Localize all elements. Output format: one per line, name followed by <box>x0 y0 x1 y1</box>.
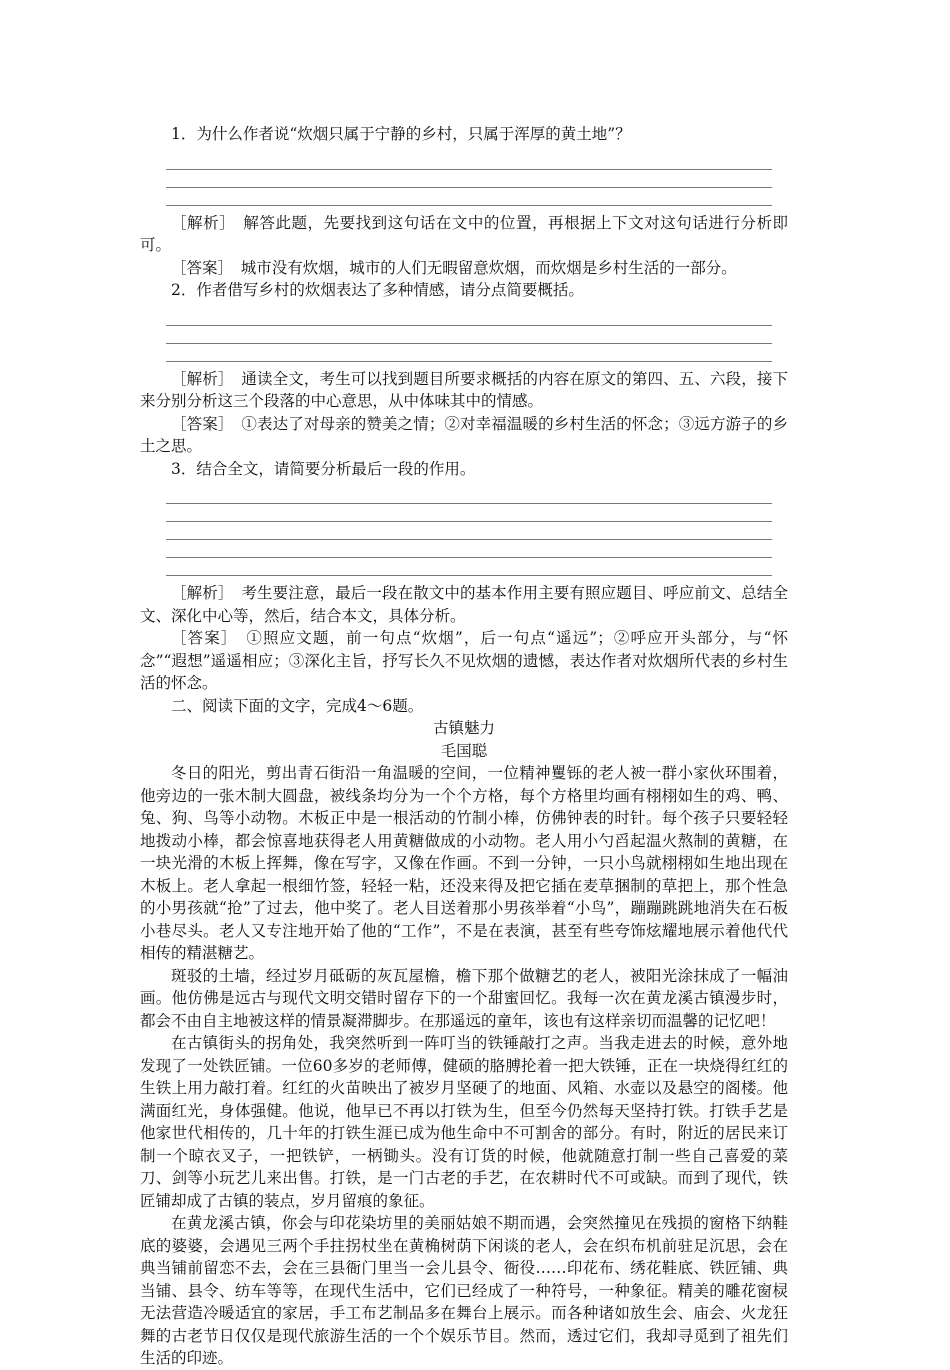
document-page <box>140 120 788 1370</box>
answer-lines-2 <box>166 308 772 362</box>
answer-line <box>166 170 772 188</box>
analysis-2: ［解析］ 通读全文，考生可以找到题目所要求概括的内容在原文的第四、五、六段，接下来分别分析这三个段落的中心意思，从中体味其中的情感。 <box>140 369 788 410</box>
article-paragraph: 在古镇街头的拐角处，我突然听到一阵叮当的铁锤敲打之声。当我走进去的时候，意外地发现了一处铁匠铺。一位60多岁的老师傅，健硕的胳膊抡着一把大铁锤，正在一块烧得红红的生铁上用力敲打着。红红的火苗映出了被岁月坚硬了的地面、风箱、水壶以及悬空的阁楼。他满面红光，身体强健。他说，他早已不再以打铁为生，但至今仍然每天坚持打铁。打铁手艺是他家世代相传的，几十年的打铁生涯已成为他生命中不可割舍的部分。有时，附近的居民来订制一个晾衣叉子，一把铁铲，一柄锄头。没有订货的时候，他就随意打制一些自己喜爱的菜刀、剑等小玩艺儿来出售。打铁，是一门古老的手艺，在农耕时代不可或缺。而到了现代，铁匠铺却成了古镇的装点，岁月留痕的象征。 <box>140 1034 788 1210</box>
answer-line <box>166 504 772 522</box>
article-author: 毛国聪 <box>440 741 488 760</box>
analysis-3: ［解析］ 考生要注意，最后一段在散文中的基本作用主要有照应题目、呼应前文、总结全文、深化中心等，然后，结合本文，具体分析。 <box>140 584 788 625</box>
answer-2: ［答案］ ①表达了对母亲的赞美之情；②对幸福温暖的乡村生活的怀念；③远方游子的乡土之思。 <box>140 414 788 455</box>
answer-line <box>166 308 772 326</box>
question-2: 2．作者借写乡村的炊烟表达了多种情感，请分点简要概括。 <box>171 281 584 299</box>
answer-lines-1 <box>166 152 772 206</box>
answer-lines-3 <box>166 486 772 576</box>
answer-line <box>166 558 772 576</box>
answer-line <box>166 540 772 558</box>
answer-line <box>166 344 772 362</box>
analysis-1: ［解析］ 解答此题，先要找到这句话在文中的位置，再根据上下文对这句话进行分析即可。 <box>140 213 788 254</box>
answer-line <box>166 188 772 206</box>
article-paragraph: 在黄龙溪古镇，你会与印花染坊里的美丽姑娘不期而遇，会突然撞见在残损的窗格下纳鞋底的婆婆，会遇见三两个手拄拐杖坐在黄桷树荫下闲谈的老人，会在织布机前驻足沉思，会在典当铺前留恋不去，会在三县衙门里当一会儿县令、衙役……印花布、绣花鞋底、铁匠铺、典当铺、县令、纺车等等，在现代生活中，它们已经成了一种符号，一种象征。精美的雕花窗棂无法营造冷暖适宜的家居，手工布艺制品多在舞台上展示。而各种诸如放生会、庙会、火龙狂舞的古老节日仅仅是现代旅游生活的一个个娱乐节目。然而，透过它们，我却寻觅到了祖先们生活的印迹。 <box>140 1214 788 1367</box>
answer-line <box>166 486 772 504</box>
answer-1: ［答案］ 城市没有炊烟，城市的人们无暇留意炊烟，而炊烟是乡村生活的一部分。 <box>171 258 737 277</box>
article-title: 古镇魅力 <box>432 719 495 737</box>
question-3: 3．结合全文，请简要分析最后一段的作用。 <box>171 459 476 478</box>
answer-line <box>166 326 772 344</box>
answer-3: ［答案］ ①照应文题，前一句点“炊烟”，后一句点“遥远”；②呼应开头部分，与“怀念”“遐想”遥遥相应；③深化主旨，抒写长久不见炊烟的遗憾，表达作者对炊烟所代表的乡村生活的怀念。 <box>140 629 788 692</box>
answer-line <box>166 522 772 540</box>
answer-line <box>166 152 772 170</box>
article-paragraph: 冬日的阳光，剪出青石街沿一角温暖的空间，一位精神矍铄的老人被一群小家伙环围着，他旁边的一张木制大圆盘，被线条均分为一个个方格，每个方格里均画有栩栩如生的鸡、鸭、兔、狗、鸟等小动物。木板正中是一根活动的竹制小棒，仿佛钟表的时针。每个孩子只要轻轻地拨动小棒，都会惊喜地获得老人用黄糖做成的小动物。老人用小勺舀起温火熬制的黄糖，在一块光滑的木板上挥舞，像在写字，又像在作画。不到一分钟，一只小鸟就栩栩如生地出现在木板上。老人拿起一根细竹签，轻轻一粘，还没来得及把它插在麦草捆制的草把上，那个性急的小男孩就“抢”了过去，他中奖了。老人目送着那小男孩举着“小鸟”，蹦蹦跳跳地消失在石板小巷尽头。老人又专注地开始了他的“工作”，不是在表演，甚至有些夸饰炫耀地展示着他代代相传的精湛糖艺。 <box>140 764 788 962</box>
article-paragraph: 斑驳的土墙，经过岁月砥砺的灰瓦屋檐，檐下那个做糖艺的老人，被阳光涂抹成了一幅油画。他仿佛是远古与现代文明交错时留存下的一个甜蜜回忆。我每一次在黄龙溪古镇漫步时，都会不由自主地被这样的情景凝滞脚步。在那遥远的童年，该也有这样亲切而温馨的记忆吧！ <box>140 966 788 1030</box>
section-heading: 二、阅读下面的文字，完成4～6题。 <box>171 696 424 715</box>
question-1: 1．为什么作者说“炊烟只属于宁静的乡村，只属于浑厚的黄土地”？ <box>171 125 631 143</box>
